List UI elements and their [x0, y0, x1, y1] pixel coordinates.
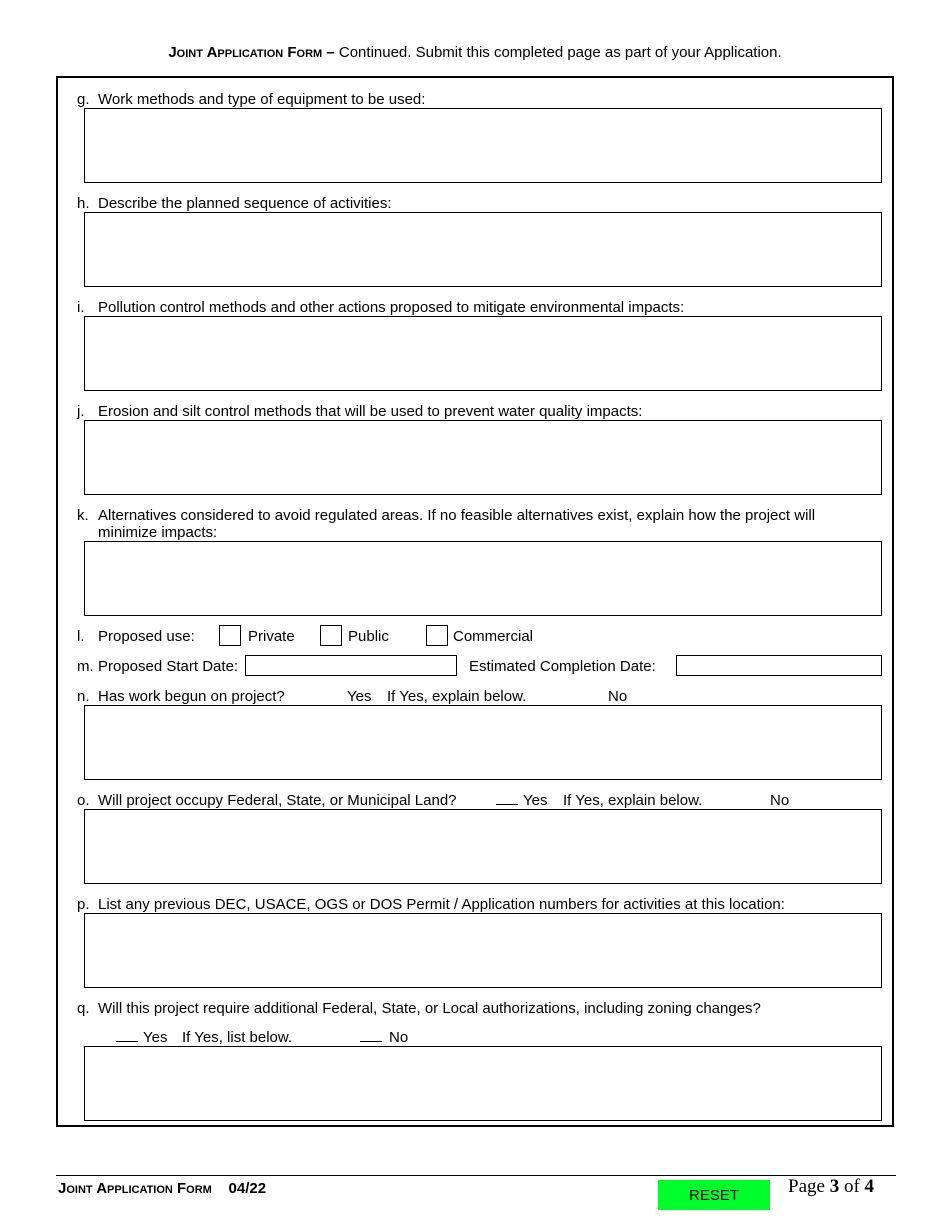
private-label: Private: [248, 628, 295, 645]
page-of: of: [839, 1176, 865, 1197]
question-i-label: [77, 299, 684, 316]
question-h-letter: h.: [77, 195, 90, 212]
work-methods-field[interactable]: [84, 108, 882, 183]
question-j-letter: j.: [77, 403, 85, 420]
alternatives-field[interactable]: [84, 541, 882, 616]
footer-rule: [56, 1175, 896, 1176]
commercial-label: Commercial: [453, 628, 534, 645]
page-total: 4: [864, 1176, 875, 1197]
question-m-label: [77, 658, 238, 675]
question-p-text: List any previous DEC, USACE, OGS or DOS Permit / Application numbers for activities at this location:: [98, 896, 785, 913]
question-n-letter: n.: [77, 688, 90, 705]
erosion-control-field[interactable]: [84, 420, 882, 495]
question-n-yes-note: If Yes, explain below.: [387, 688, 527, 705]
pollution-control-field[interactable]: [84, 316, 882, 391]
question-i-letter: i.: [77, 299, 85, 316]
question-p-label: [77, 896, 785, 913]
footer-form-id: [58, 1180, 266, 1197]
question-q-text: Will this project require additional Federal, State, or Local authorizations, including zoning changes?: [98, 1000, 761, 1017]
question-q-yes-blank[interactable]: [116, 1041, 138, 1042]
question-h-text: Describe the planned sequence of activities:: [98, 195, 392, 212]
question-l-text: Proposed use:: [98, 628, 195, 645]
reset-button[interactable]: RESET: [658, 1180, 770, 1210]
page-prefix: Page: [788, 1176, 830, 1197]
question-o-yes-note: If Yes, explain below.: [563, 792, 703, 809]
question-n-label: [77, 688, 285, 705]
question-p-letter: p.: [77, 896, 90, 913]
previous-permits-field[interactable]: [84, 913, 882, 988]
question-q-letter: q.: [77, 1000, 90, 1017]
page-header: [0, 44, 950, 61]
sequence-of-activities-field[interactable]: [84, 212, 882, 287]
question-k-text-line2: minimize impacts:: [98, 524, 218, 541]
private-checkbox[interactable]: [219, 625, 241, 646]
completion-date-label: Estimated Completion Date:: [469, 658, 656, 675]
question-j-label: [77, 403, 642, 420]
question-o-yes-blank[interactable]: [496, 804, 518, 805]
question-q-yes-label: Yes: [143, 1029, 168, 1046]
question-n-no-label: No: [608, 688, 628, 705]
question-g-letter: g.: [77, 91, 90, 108]
question-n-text: Has work begun on project?: [98, 688, 285, 705]
question-k-label: [77, 507, 815, 524]
land-occupy-explain-field[interactable]: [84, 809, 882, 884]
question-o-text: Will project occupy Federal, State, or Municipal Land?: [98, 792, 457, 809]
page-number: [788, 1176, 874, 1198]
question-l-label: [77, 628, 195, 645]
header-form-name: Joint Application Form –: [168, 44, 335, 61]
question-k-text-line1: Alternatives considered to avoid regulated areas. If no feasible alternatives exist, explain how the project will: [98, 507, 816, 524]
footer-form-name: Joint Application Form: [58, 1180, 212, 1197]
work-begun-explain-field[interactable]: [84, 705, 882, 780]
question-j-text: Erosion and silt control methods that will be used to prevent water quality impacts:: [98, 403, 643, 420]
question-o-no-label: No: [770, 792, 790, 809]
question-q-no-blank[interactable]: [360, 1041, 382, 1042]
completion-date-input[interactable]: [676, 655, 882, 676]
question-m-letter: m.: [77, 658, 94, 675]
question-o-label: [77, 792, 457, 809]
question-l-letter: l.: [77, 628, 85, 645]
question-g-label: [77, 91, 425, 108]
question-n-yes-label: Yes: [347, 688, 372, 705]
question-o-yes-label: Yes: [523, 792, 548, 809]
question-q-label: [77, 1000, 761, 1017]
footer-version: 04/22: [228, 1180, 267, 1197]
question-h-label: [77, 195, 392, 212]
start-date-input[interactable]: [245, 655, 457, 676]
public-checkbox[interactable]: [320, 625, 342, 646]
other-authorizations-field[interactable]: [84, 1046, 882, 1121]
question-o-letter: o.: [77, 792, 90, 809]
question-q-yes-note: If Yes, list below.: [182, 1029, 293, 1046]
public-label: Public: [348, 628, 389, 645]
question-k-letter: k.: [77, 507, 89, 524]
header-instruction: Continued. Submit this completed page as part of your Application.: [334, 44, 782, 61]
question-m-text: Proposed Start Date:: [98, 658, 239, 675]
commercial-checkbox[interactable]: [426, 625, 448, 646]
question-i-text: Pollution control methods and other actions proposed to mitigate environmental impacts:: [98, 299, 685, 316]
question-q-no-label: No: [389, 1029, 409, 1046]
page-current: 3: [829, 1176, 840, 1197]
question-g-text: Work methods and type of equipment to be used:: [98, 91, 426, 108]
